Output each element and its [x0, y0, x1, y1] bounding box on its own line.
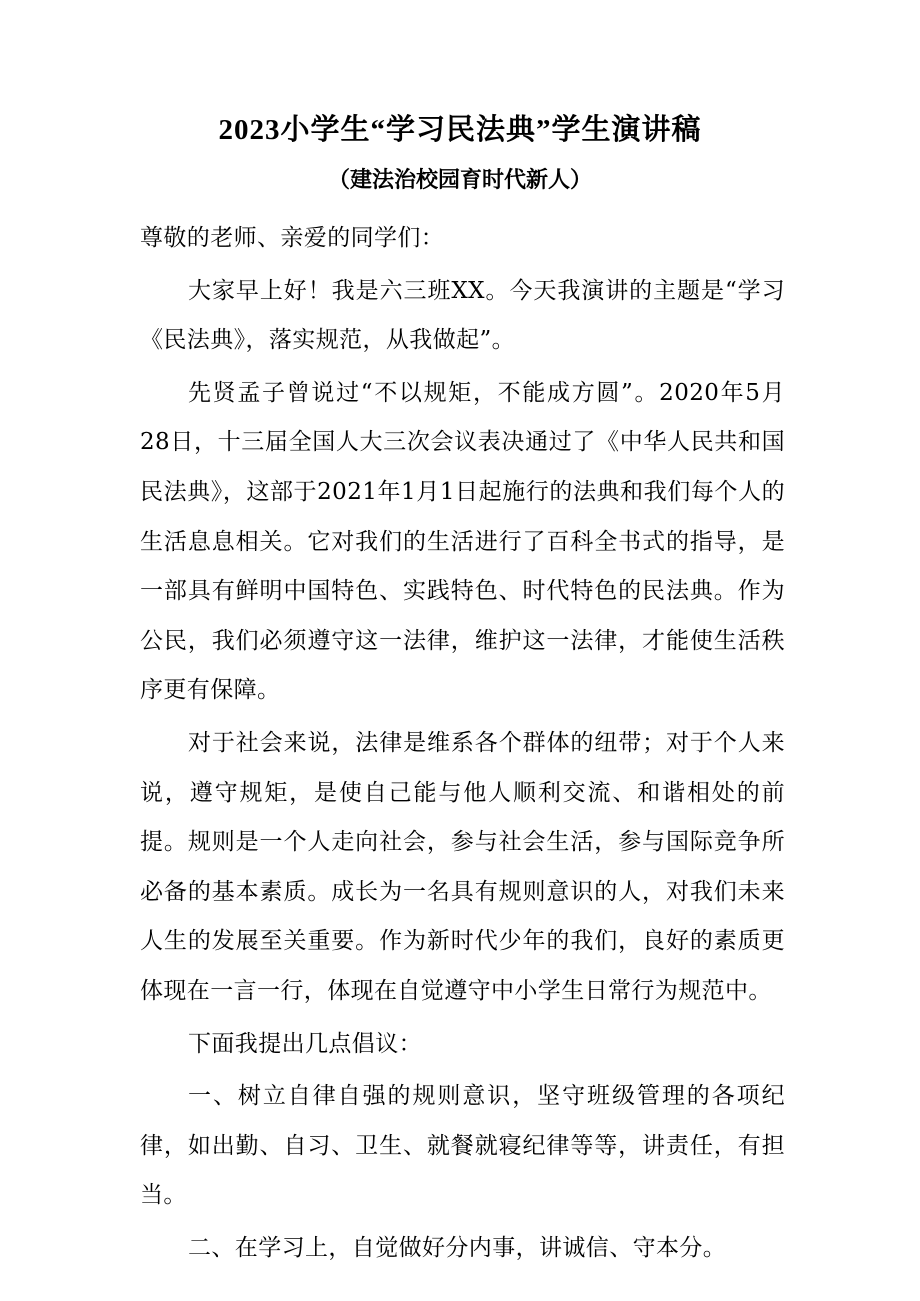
- paragraph-proposal-1: 一、树立自律自强的规则意识，坚守班级管理的各项纪律，如出勤、自习、卫生、就餐就寝纪律等等，讲责任，有担当。: [140, 1083, 785, 1209]
- paragraph-proposal-2: 二、在学习上，自觉做好分内事，讲诚信、守本分。: [188, 1234, 727, 1261]
- paragraph-greeting: 大家早上好！我是六三班XX。今天我演讲的主题是“学习《民法典》，落实规范，从我做起”。: [140, 277, 785, 354]
- document-subtitle: （建法治校园育时代新人）: [327, 167, 592, 193]
- paragraph-proposals-intro: 下面我提出几点倡议：: [188, 1030, 422, 1057]
- paragraph-civil-code: 先贤孟子曾说过“不以规矩，不能成方圆”。2020年5月28日，十三届全国人大三次会议表决通过了《中华人民共和国民法典》，这部于2021年1月1日起施行的法典和我们每个人的生活息息相关。它对我们的生活进行了百科全书式的指导，是一部具有鲜明中国特色、实践特色、时代特色的民法典。作为公民，我们必须遵守这一法律，维护这一法律，才能使生活秩序更有保障。: [140, 379, 785, 704]
- document-body: [140, 214, 785, 1273]
- paragraph-rules: 对于社会来说，法律是维系各个群体的纽带；对于个人来说，遵守规矩，是使自己能与他人顺利交流、和谐相处的前提。规则是一个人走向社会，参与社会生活，参与国际竞争所必备的基本素质。成长为一名具有规则意识的人，对我们未来人生的发展至关重要。作为新时代少年的我们，良好的素质更体现在一言一行，体现在自觉遵守中小学生日常行为规范中。: [140, 729, 785, 1004]
- document-title: 2023小学生“学习民法典”学生演讲稿: [218, 114, 702, 146]
- salutation: 尊敬的老师、亲爱的同学们：: [140, 225, 445, 251]
